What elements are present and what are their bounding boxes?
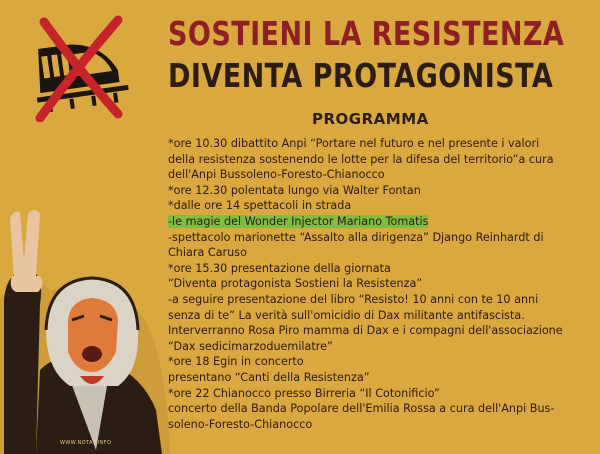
program-line: -a seguire presentazione del libro “Resisto! 10 anni con te 10 anni [168,292,539,306]
program-line: “Dax sedicimarzoduemilatre” [168,339,333,353]
website-credit: WWW.NOTAV.INFO [60,440,112,446]
program-line: *ore 22 Chianocco presso Birreria “Il Cotonificio” [168,386,440,400]
program-list [168,136,596,432]
program-line: “Diventa protagonista Sostieni la Resistenza” [168,277,423,291]
raised-fist-peace-figure-icon [0,180,170,454]
title-line-2: DIVENTA PROTAGONISTA [168,56,554,95]
program-line: della resistenza sostenendo le lotte per la difesa del territorio”a cura [168,152,554,166]
programma-heading: PROGRAMMA [312,110,429,128]
no-tav-train-logo-icon [14,14,138,122]
program-line: Chiara Caruso [168,246,247,260]
program-line-highlighted [168,214,596,230]
program-line: soleno-Foresto-Chianocco [168,417,313,431]
title-line-1: SOSTIENI LA RESISTENZA [168,14,565,53]
program-line: *ore 15.30 presentazione della giornata [168,261,391,275]
program-line: senza di te” La verità sull'omicidio di Dax militante antifascista. [168,308,525,322]
program-line: *dalle ore 14 spettacoli in strada [168,199,352,213]
highlight-mark: -le magie del Wonder Injector Mariano Tomatis [168,214,429,228]
program-line: *ore 12.30 polentata lungo via Walter Fontan [168,183,421,197]
program-line: *ore 18 Egin in concerto [168,355,304,369]
program-line: dell'Anpi Bussoleno-Foresto-Chianocco [168,168,385,182]
program-line: -spettacolo marionette “Assalto alla dirigenza” Django Reinhardt di [168,230,544,244]
program-line: *ore 10.30 dibattito Anpi “Portare nel futuro e nel presente i valori [168,137,540,150]
program-line: Interverranno Rosa Piro mamma di Dax e i compagni dell'associazione [168,324,563,338]
program-line: concerto della Banda Popolare dell'Emilia Rossa a cura dell'Anpi Bus- [168,402,555,416]
program-line: presentano “Canti della Resistenza” [168,370,370,384]
